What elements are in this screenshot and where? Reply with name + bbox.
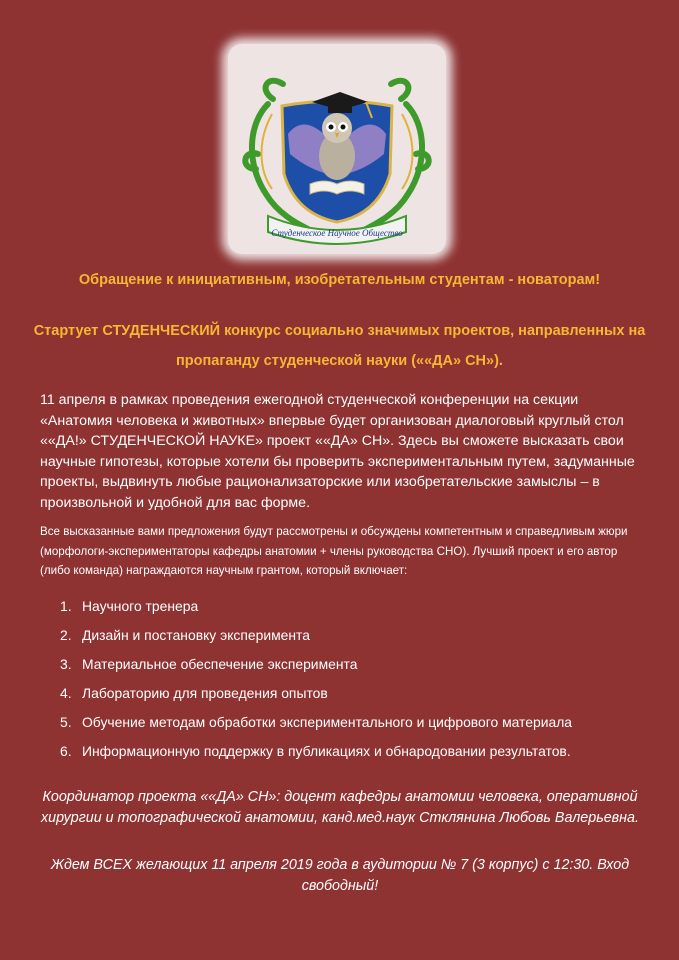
list-item-number: 1. (60, 598, 72, 614)
appeal-heading: Обращение к инициативным, изобретательным студентам - новаторам! (78, 272, 601, 288)
list-item-text: Материальное обеспечение эксперимента (82, 656, 358, 672)
list-item (60, 711, 640, 740)
list-item (60, 653, 640, 682)
emblem-graphic (228, 44, 446, 254)
list-item-number: 3. (60, 656, 72, 672)
list-item (60, 624, 640, 653)
list-item-text: Научного тренера (82, 598, 199, 614)
emblem-ribbon-text: Студенческое Научное Общество (271, 228, 403, 238)
contest-heading-line1: Стартует СТУДЕНЧЕСКИЙ конкурс социально значимых проектов, направленных на (33, 323, 646, 339)
jury-paragraph: Все высказанные вами предложения будут рассмотрены и обсуждены компетентным и справедливым жюри (морфологи-экспериментаторы кафедры анатомии + члены руководства СНО). Лучший проект и его автор (либо команда) награждаются научным грантом, который включает: (40, 525, 628, 577)
list-item-number: 6. (60, 743, 72, 759)
contest-heading (0, 316, 679, 376)
list-item-number: 5. (60, 714, 72, 730)
student-society-emblem (228, 44, 446, 254)
list-item-text: Лабораторию для проведения опытов (82, 685, 328, 701)
list-item-text: Обучение методам обработки экспериментального и цифрового материала (82, 714, 573, 730)
coordinator-paragraph: Координатор проекта ««ДА» СН»: доцент кафедры анатомии человека, оперативной хирургии и топографической анатомии, канд.мед.наук Стклянина Любовь Валерьевна. (41, 789, 639, 826)
grant-list (60, 595, 640, 769)
list-item-text: Информационную поддержку в публикациях и обнародовании результатов. (82, 743, 571, 759)
list-item (60, 740, 640, 769)
list-item (60, 682, 640, 711)
list-item-number: 2. (60, 627, 72, 643)
list-item (60, 595, 640, 624)
invitation-paragraph: Ждем ВСЕХ желающих 11 апреля 2019 года в аудитории № 7 (3 корпус) с 12:30. Вход свободный! (50, 857, 630, 894)
intro-paragraph: 11 апреля в рамках проведения ежегодной студенческой конференции на секции «Анатомия человека и животных» впервые будет организован диалоговый круглый стол ««ДА!» СТУДЕНЧЕСКОЙ НАУКЕ» проект ««ДА» СН». Здесь вы сможете высказать свои научные гипотезы, которые хотели бы проверить экспериментальным путем, задуманные проекты, выдвинуть любые рационализаторские или изобретательские замыслы – в произвольной и удобной для вас форме. (40, 392, 635, 511)
contest-heading-line2: пропаганду студенческой науки (««ДА» СН»). (176, 353, 503, 369)
list-item-number: 4. (60, 685, 72, 701)
list-item-text: Дизайн и постановку эксперимента (82, 627, 310, 643)
